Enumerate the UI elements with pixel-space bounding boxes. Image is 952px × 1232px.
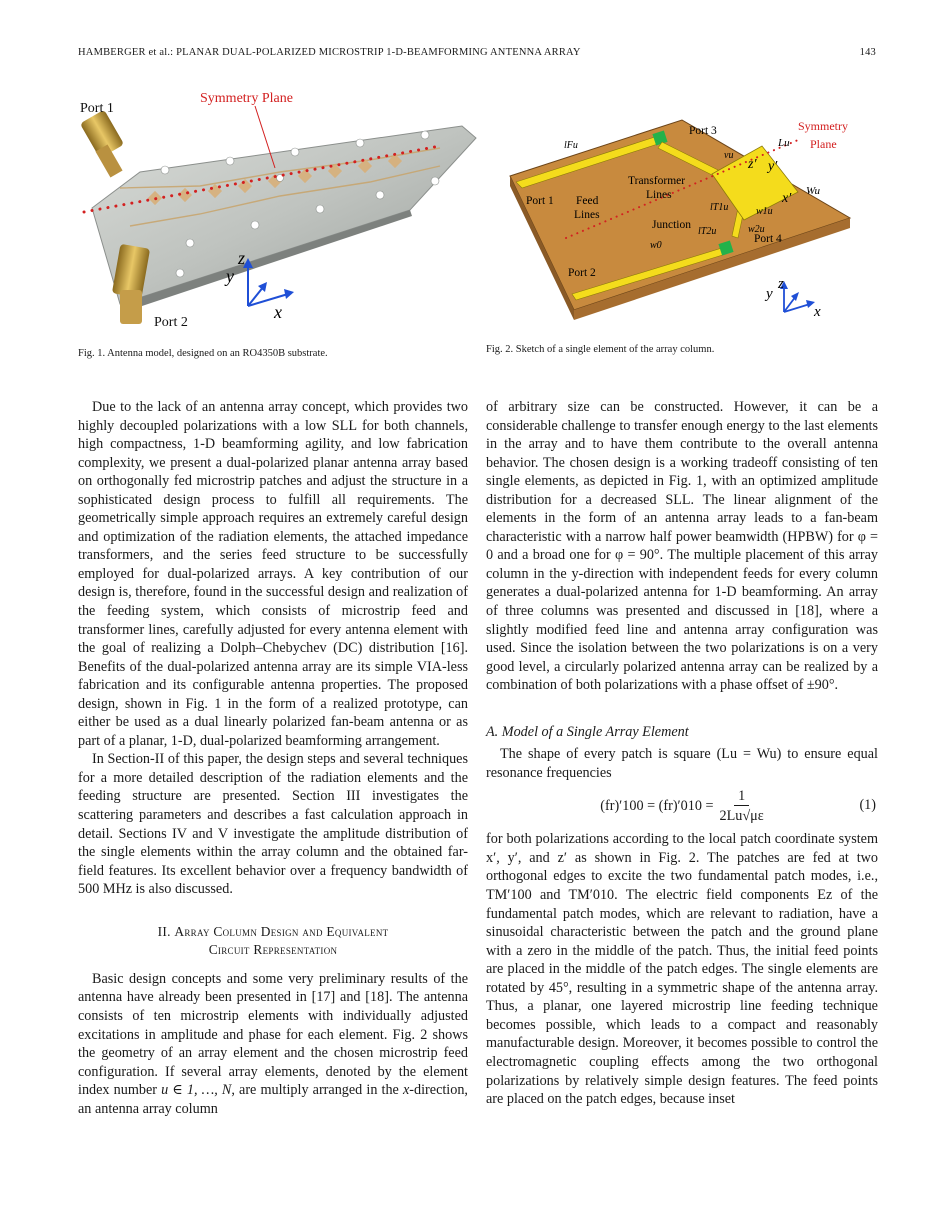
fig2-port3-label: Port 3	[689, 125, 717, 137]
fig1-port2-label: Port 2	[154, 315, 188, 330]
paragraph: In Section-II of this paper, the design steps and several techniques for a more detailed description of the radiation elements and the feeding structure are presented. Section III investigates the scattering parameters and describes a fast calculation approach in detail. Sections IV and V investigate the amplitude distribution of the single elements within the array column and the obtained far-field features. Its excellent behavior over a frequency bandwidth of 500 MHz is also discussed.	[78, 751, 468, 898]
equation-1	[486, 782, 878, 830]
fig1-symmetry-label: Symmetry Plane	[200, 91, 293, 106]
equation-denominator: 2Lu√με	[719, 807, 764, 824]
fig1-axis-y: y	[226, 266, 234, 286]
fig2-port4-label: Port 4	[754, 233, 782, 245]
running-title: HAMBERGER et al.: PLANAR DUAL-POLARIZED MICROSTRIP 1-D-BEAMFORMING ANTENNA ARRAY	[78, 47, 581, 58]
figure-2	[486, 108, 882, 330]
fig2-feed-label: Feed	[576, 195, 599, 207]
element-sketch	[486, 108, 882, 330]
paragraph: Due to the lack of an antenna array concept, which provides two highly decoupled polarizations with a low SLL for both channels, high compactness, 1-D beamforming agility, and low fabrication complexity, we present a dual-polarized planar antenna array based on orthogonally fed microstrip patches and adjust the structure in a sophisticated design process to fulfill all requirements. The geometrically simple approach requires an extremely careful design and optimization of the radiation elements, the attached impedance transformers, and the series feed structure to be successfully employed for dual-polarized arrays. A key contribution of our design is, therefore, found in the successful design and realization of the feeding system, which consists of microstrip feed and transformer lines, carefully adjusted for every antenna element with the goal of realizing a Dolph–Chebychev (DC) distribution [16]. Benefits of the dual-polarized antenna array are its simple VIA-less fabrication and its configurable antenna properties. The proposed design, shown in Fig. 1 in the form of a realized prototype, can either be used as a dual linearly polarized fan-beam antenna or as part of a planar, 1-D, dual-polarized beamforming arrangement.	[78, 399, 468, 749]
fig2-xp-label: x′	[782, 191, 792, 206]
section-title-line2: Circuit Representation	[208, 942, 338, 958]
equation-lhs: (fr)′100 = (fr)′010 =	[600, 798, 714, 815]
subsection-heading: A. Model of a Single Array Element	[486, 723, 689, 740]
left-column	[78, 398, 468, 1118]
equation-fraction	[720, 787, 764, 826]
page-number: 143	[859, 47, 876, 58]
fig1-port1-label: Port 1	[80, 101, 114, 116]
fig2-lFu-label: lFu	[564, 140, 578, 151]
fig2-axis-x: x	[814, 304, 821, 320]
fig2-w1u-label: w1u	[756, 206, 773, 217]
equation-number: (1)	[859, 797, 876, 814]
paragraph: The shape of every patch is square (Lu = Wu) to ensure equal resonance frequencies	[486, 746, 878, 781]
fig2-w0-label: w0	[650, 240, 662, 251]
fig2-axis-z: z	[778, 276, 784, 292]
fig2-zp-label: z′	[748, 157, 757, 172]
fig2-plane-label: Plane	[810, 137, 837, 151]
fig2-transformer-lines-label: Lines	[646, 189, 672, 201]
fig1-axis-z: z	[238, 248, 246, 268]
figure-1	[80, 68, 480, 330]
fig2-junction-label: Junction	[652, 219, 691, 231]
antenna-photo	[80, 68, 480, 330]
fig2-yp-label: y′	[768, 159, 778, 174]
paragraph: for both polarizations according to the local patch coordinate system x′, y′, and z′ as shown in Fig. 2. The patches are fed at two orthogonal edges to excite the two fundamental patch modes, i.e., TM′100 and TM′010. The electric field components Ez of the fundamental patch modes, which are relevant to radiation, have a sinusoidal characteristic between the patch and the ground plane with a zero in the middle of the patch. Thus, the initial feed points are placed in the middle of the patch edges. The single elements are rotated by 45°, resulting in a symmetric shape of the antenna array. Thus, a planar, one layered microstrip line feeding technique becomes possible, which leads to a compact and reasonably manufacturable design. Moreover, it becomes possible to control the electromagnetic coupling effects among the two orthogonal polarizations by relatively simple design features. The feed points are placed on the patch edges, because inset	[486, 831, 878, 1108]
figure-1-caption: Fig. 1. Antenna model, designed on an RO4350B substrate.	[78, 348, 328, 359]
right-column	[486, 398, 878, 1109]
fig2-port2-label: Port 2	[568, 267, 596, 279]
running-header	[78, 47, 876, 58]
figure-2-caption: Fig. 2. Sketch of a single element of the array column.	[486, 344, 715, 355]
equation-numerator: 1	[734, 787, 749, 806]
section-title-line1: Array Column Design and Equivalent	[174, 923, 389, 939]
fig2-axis-y: y	[766, 286, 773, 302]
fig2-w2u-label: w2u	[748, 224, 765, 235]
fig2-symmetry-label: Symmetry	[798, 119, 848, 133]
fig2-lT2u-label: lT2u	[698, 226, 717, 237]
fig2-lines-label: Lines	[574, 209, 600, 221]
paragraph: Basic design concepts and some very preliminary results of the antenna have already been presented in [17] and [18]. The antenna consists of ten microstrip elements with individually adjusted excitations in amplitude and phase for each element. Fig. 2 shows the geometry of an array element and the chosen microstrip feed configuration. If several array elements, denoted by the element index number u ∈ 1, …, N, are multiply arranged in the x-direction, an antenna array column	[78, 970, 468, 1117]
fig2-port1-label: Port 1	[526, 195, 554, 207]
fig2-Lu-label: Lu	[778, 137, 790, 149]
fig2-axes	[764, 276, 821, 320]
fig2-Wu-label: Wu	[806, 185, 821, 197]
section-heading: II. Array Column Design and Equivalent Circuit Representation	[78, 923, 468, 960]
fig2-transformer-label: Transformer	[628, 175, 686, 187]
fig2-vu-label: vu	[724, 150, 734, 161]
fig1-axis-x: x	[274, 302, 282, 322]
fig2-lT1u-label: lT1u	[710, 202, 729, 213]
paragraph: of arbitrary size can be constructed. However, it can be a considerable challenge to transfer enough energy to the last elements in the array and to have them contribute to the overall antenna behavior. The chosen design is a working tradeoff consisting of ten single elements, as depicted in Fig. 1, with an optimized amplitude distribution for a decreased SLL. The linear alignment of the elements in the form of an antenna array leads to a fan-beam characteristic with a narrow half power beamwidth (HPBW) for φ = 0 and a broad one for φ = 90°. The multiple placement of this array column in the y-direction with independent feeds for every column generates a dual-polarized antenna for 1-D beamforming. An array of three columns was presented and discussed in [18], where a slightly modified feed line and antenna array configuration was used. Since the isolation between the two polarizations is on a very good level, a circularly polarized antenna array can be realized by a combination of both polarizations with a phase offset of ±90°.	[486, 399, 878, 694]
